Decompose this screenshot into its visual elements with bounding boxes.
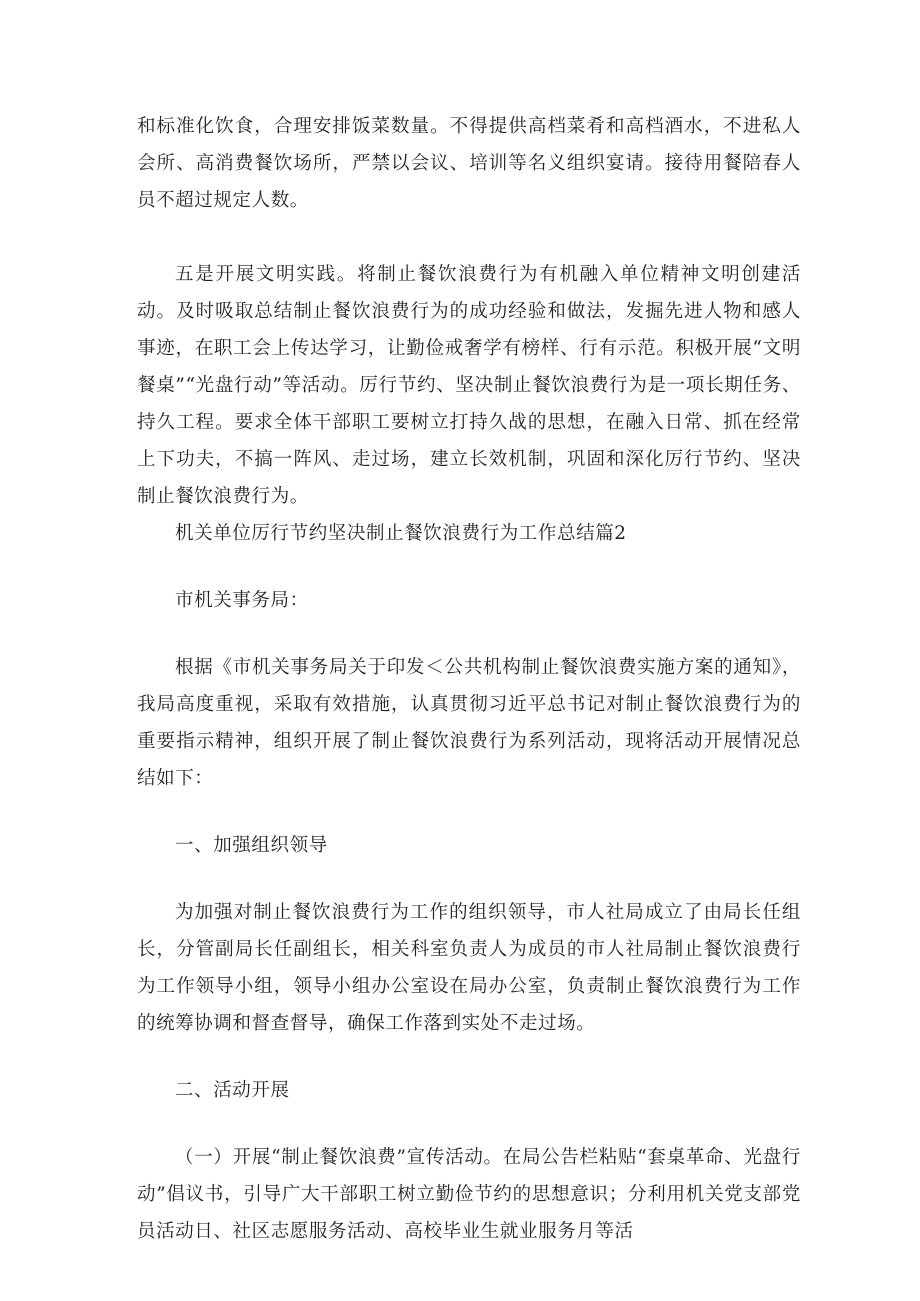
paragraph-civilization-practice: 五是开展文明实践。将制止餐饮浪费行为有机融入单位精神文明创建活动。及时吸取总结制止餐饮浪费行为的成功经验和做法，发掘先进人物和感人事迹，在职工会上传达学习，让勤俭戒奢学有榜样、行有示范。积极开展“文明餐桌”“光盘行动”等活动。厉行节约、坚决制止餐饮浪费行为是一项长期任务、持久工程。要求全体干部职工要树立打持久战的思想，在融入日常、抓在经常上下功夫，不搞一阵风、走过场，建立长效机制，巩固和深化厉行节约、坚决制止餐饮浪费行为。 — [137, 264, 801, 507]
heading-organization-leadership: 一、加强组织领导 — [175, 835, 328, 856]
addressee-line: 市机关事务局： — [175, 590, 309, 611]
document-body — [137, 108, 801, 1250]
paragraph-introduction: 根据《市机关事务局关于印发＜公共机构制止餐饮浪费实施方案的通知》，我局高度重视，采取有效措施，认真贯彻习近平总书记对制止餐饮浪费行为的重要指示精神，组织开展了制止餐饮浪费行为系列活动，现将活动开展情况总结如下： — [137, 657, 801, 789]
heading-activities: 二、活动开展 — [175, 1080, 290, 1101]
paragraph-publicity-activity: （一）开展“制止餐饮浪费”宣传活动。在局公告栏粘贴“套桌革命、光盘行动”倡议书，引导广大干部职工树立勤俭节约的思想意识；分利用机关党支部党员活动日、社区志愿服务活动、高校毕业生就业服务月等活 — [137, 1147, 801, 1242]
section-title-part-2: 机关单位厉行节约坚决制止餐饮浪费行为工作总结篇2 — [175, 523, 627, 544]
paragraph-leadership-group: 为加强对制止餐饮浪费行为工作的组织领导，市人社局成立了由局长任组长，分管副局长任副组长，相关科室负责人为成员的市人社局制止餐饮浪费行为工作领导小组，领导小组办公室设在局办公室，负责制止餐饮浪费行为工作的统筹协调和督查督导，确保工作落到实处不走过场。 — [137, 902, 801, 1034]
paragraph-meal-standards: 和标准化饮食，合理安排饭菜数量。不得提供高档菜肴和高档酒水，不进私人会所、高消费餐饮场所，严禁以会议、培训等名义组织宴请。接待用餐陪春人员不超过规定人数。 — [137, 116, 801, 211]
